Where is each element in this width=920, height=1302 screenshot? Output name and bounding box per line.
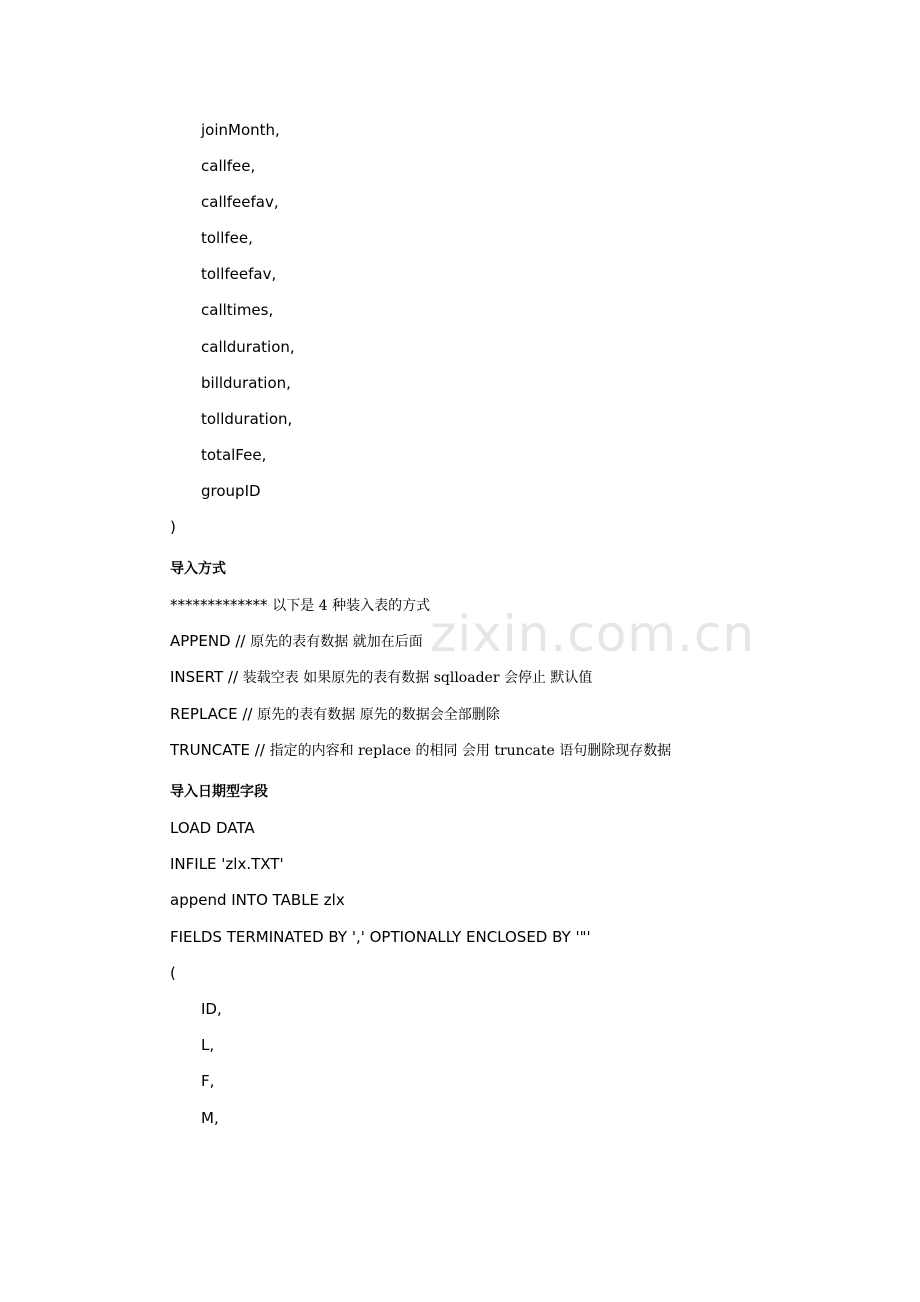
- field-line: calltimes,: [201, 301, 274, 319]
- field-line: ID,: [201, 1000, 222, 1018]
- mode-line-truncate: [170, 738, 671, 762]
- mode-description: 原先的表有数据 就加在后面: [250, 634, 423, 650]
- mode-line-replace: [170, 702, 500, 726]
- field-line: callduration,: [201, 338, 295, 356]
- field-line: tollfeefav,: [201, 265, 277, 283]
- mode-line-insert: [170, 665, 592, 689]
- field-line: F,: [201, 1072, 215, 1090]
- code-line: FIELDS TERMINATED BY ',' OPTIONALLY ENCLOSED BY '"': [170, 928, 591, 946]
- section-heading-date-field: 导入日期型字段: [170, 784, 268, 800]
- field-line: callfeefav,: [201, 193, 279, 211]
- open-paren: (: [170, 964, 176, 982]
- mode-keyword: INSERT //: [170, 668, 239, 686]
- field-line: M,: [201, 1109, 219, 1127]
- code-line: append INTO TABLE zlx: [170, 891, 345, 909]
- field-line: groupID: [201, 482, 261, 500]
- mode-line-append: [170, 629, 423, 653]
- mode-description: 原先的表有数据 原先的数据会全部删除: [257, 707, 500, 723]
- code-line: INFILE 'zlx.TXT': [170, 855, 284, 873]
- field-line: billduration,: [201, 374, 291, 392]
- stars: *************: [170, 596, 268, 614]
- modes-intro: [170, 593, 430, 617]
- watermark: zixin.com.cn: [430, 605, 756, 663]
- code-line: LOAD DATA: [170, 819, 255, 837]
- mode-keyword: APPEND //: [170, 632, 246, 650]
- mode-description: 装载空表 如果原先的表有数据 sqlloader 会停止 默认值: [242, 670, 593, 686]
- field-line: tollduration,: [201, 410, 293, 428]
- field-line: tollfee,: [201, 229, 253, 247]
- field-line: totalFee,: [201, 446, 267, 464]
- close-paren: ): [170, 518, 176, 536]
- section-heading-import-mode: 导入方式: [170, 561, 226, 577]
- field-line: callfee,: [201, 157, 256, 175]
- mode-keyword: REPLACE //: [170, 705, 253, 723]
- field-line: L,: [201, 1036, 215, 1054]
- field-line: joinMonth,: [201, 121, 280, 139]
- mode-keyword: TRUNCATE //: [170, 741, 265, 759]
- intro-text: 以下是 4 种装入表的方式: [272, 598, 431, 614]
- mode-description: 指定的内容和 replace 的相同 会用 truncate 语句删除现存数据: [269, 743, 672, 759]
